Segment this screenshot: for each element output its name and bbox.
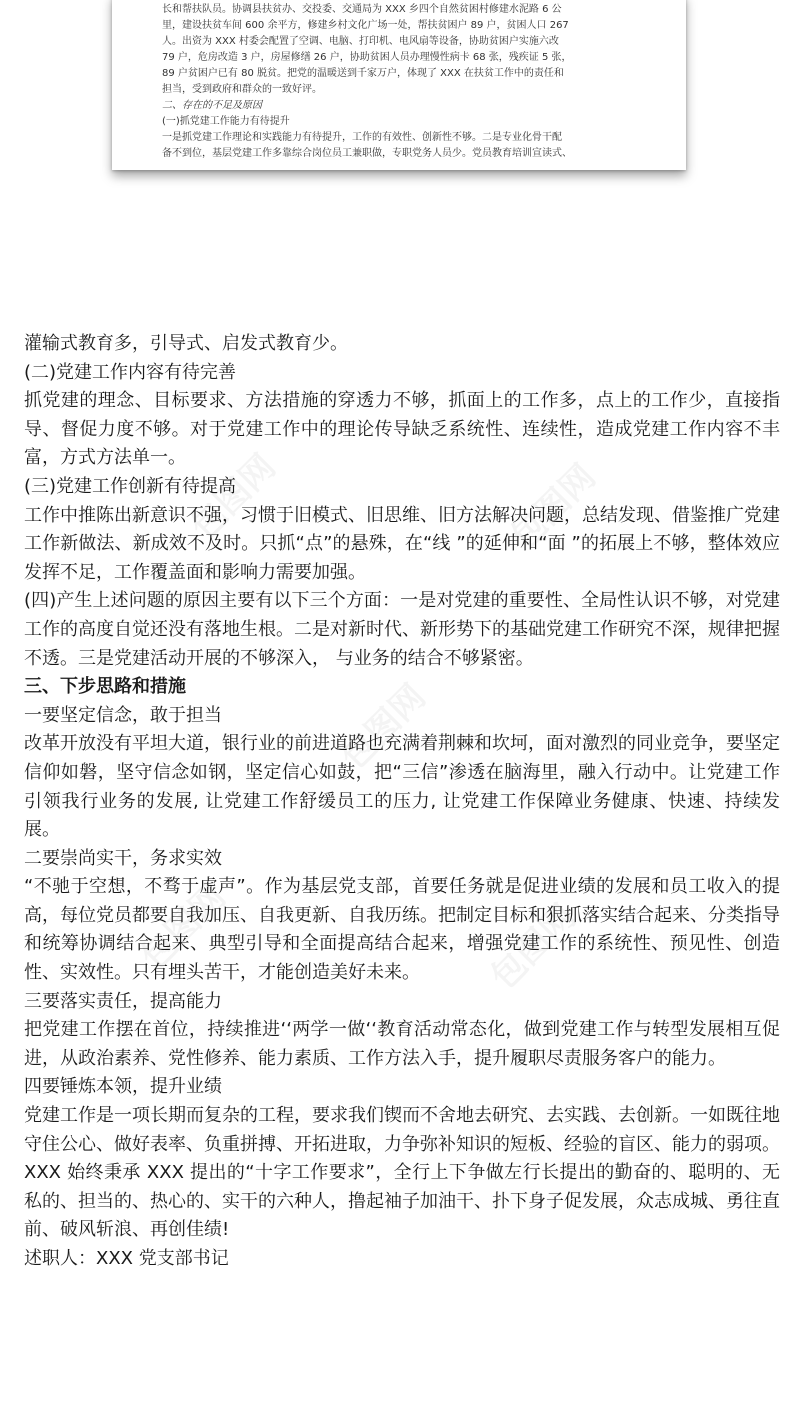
preview-line: 人。出资为 XXX 村委会配置了空调、电脑、打印机、电风扇等设备，协助贫困户实施六改 — [162, 36, 559, 47]
signature: 述职人：XXX 党支部书记 — [24, 1248, 229, 1269]
preview-line: 备不到位，基层党建工作多靠综合岗位员工兼职做，专职党务人员少。党员教育培训宣读式、 — [162, 148, 572, 159]
watermark: 包图网 — [483, 896, 584, 998]
subheading: 四要锤炼本领，提升业绩 — [24, 1076, 222, 1098]
paragraph: 工作中推陈出新意识不强，习惯于旧模式、旧思维、旧方法解决问题，总结发现、借鉴推广党建工作新做法、新成效不及时。只抓“点”的悬殊，在“线 ”的延伸和“面 ”的拓展上不够，整体效应发挥不足，工作覆盖面和影响力需要加强。 — [24, 504, 780, 583]
subheading: (二)党建工作内容有待完善 — [24, 361, 237, 383]
paragraph: 把党建工作摆在首位，持续推进‘‘两学一做‘‘教育活动常态化，做到党建工作与转型发展相互促进，从政治素养、党性修养、能力素质、工作方法入手，提升履职尽责服务客户的能力。 — [24, 1019, 780, 1069]
document-body — [24, 330, 780, 1274]
preview-line: 长和帮扶队员。协调县扶贫办、交投委、交通局为 XXX 乡四个自然贫困村修建水泥路 6 公 — [162, 4, 562, 15]
preview-line: 89 户贫困户已有 80 脱贫。把党的温暖送到千家万户，体现了 XXX 在扶贫工作中的责任和 — [162, 68, 564, 79]
preview-line: 一是抓党建工作理论和实践能力有待提升，工作的有效性、创新性不够。二是专业化骨干配 — [162, 132, 562, 143]
preview-text — [112, 0, 686, 162]
subheading: 二要崇尚实干，务求实效 — [24, 847, 222, 869]
document-preview-card — [112, 0, 686, 170]
paragraph: “不驰于空想，不骛于虚声”。作为基层党支部，首要任务就是促进业绩的发展和员工收入的提高，每位党员都要自我加压、自我更新、自我历练。把制定目标和狠抓落实结合起来、分类指导和统筹协调结合起来、典型引导和全面提高结合起来，增强党建工作的系统性、预见性、创造性、实效性。只有埋头苦干，才能创造美好未来。 — [24, 876, 780, 984]
preview-section-title: 二、存在的不足及原因 — [162, 100, 262, 111]
preview-line: 79 户，危房改造 3 户，房屋修缮 26 户，协助贫困人员办理慢性病卡 68 张，残疾证 5 张， — [162, 52, 572, 63]
watermark: 包图网 — [183, 446, 284, 548]
preview-line: 里，建设扶贫车间 600 余平方，修建乡村文化广场一处，帮扶贫困户 89 户，贫困人口 267 — [162, 20, 569, 31]
preview-line: 担当，受到政府和群众的一致好评。 — [162, 84, 322, 95]
paragraph: 改革开放没有平坦大道，银行业的前进道路也充满着荆棘和坎坷，面对激烈的同业竞争，要坚定信仰如磐，坚守信念如钢，坚定信心如鼓，把“三信”渗透在脑海里，融入行动中。让党建工作引领我行业务的发展, 让党建工作舒缓员工的压力, 让党建工作保障业务健康、快速、持续发展。 — [24, 733, 780, 841]
subheading: 三要落实责任，提高能力 — [24, 990, 222, 1012]
section-heading: 三、下步思路和措施 — [24, 676, 186, 698]
paragraph: 灌输式教育多，引导式、启发式教育少。 — [24, 333, 348, 354]
preview-subsection: (一)抓党建工作能力有待提升 — [162, 116, 290, 127]
watermark: 包图网 — [503, 456, 604, 558]
paragraph: 党建工作是一项长期而复杂的工程，要求我们锲而不舍地去研究、去实践、去创新。一如既往地守住公心、做好表率、负重拼搏、开拓进取，力争弥补知识的短板、经验的盲区、能力的弱项。XXX 始终秉承 XXX 提出的“十字工作要求”，全行上下争做左行长提出的勤奋的、聪明的、无私的、担当的、热心的、实干的六种人，撸起袖子加油干、扑下身子促发展，众志成城、勇往直前、破风斩浪、再创佳绩! — [24, 1105, 780, 1241]
watermark: 包图网 — [133, 876, 234, 978]
paragraph: (四)产生上述问题的原因主要有以下三个方面：一是对党建的重要性、全局性认识不够，对党建工作的高度自觉还没有落地生根。二是对新时代、新形势下的基础党建工作研究不深，规律把握不透。三是党建活动开展的不够深入， 与业务的结合不够紧密。 — [24, 590, 780, 669]
paragraph: 抓党建的理念、目标要求、方法措施的穿透力不够，抓面上的工作多，点上的工作少，直接指导、督促力度不够。对于党建工作中的理论传导缺乏系统性、连续性，造成党建工作内容不丰富，方式方法单一。 — [24, 390, 780, 469]
watermark: 包图网 — [333, 676, 434, 778]
subheading: (三)党建工作创新有待提高 — [24, 475, 237, 497]
subheading: 一要坚定信念，敢于担当 — [24, 704, 222, 726]
